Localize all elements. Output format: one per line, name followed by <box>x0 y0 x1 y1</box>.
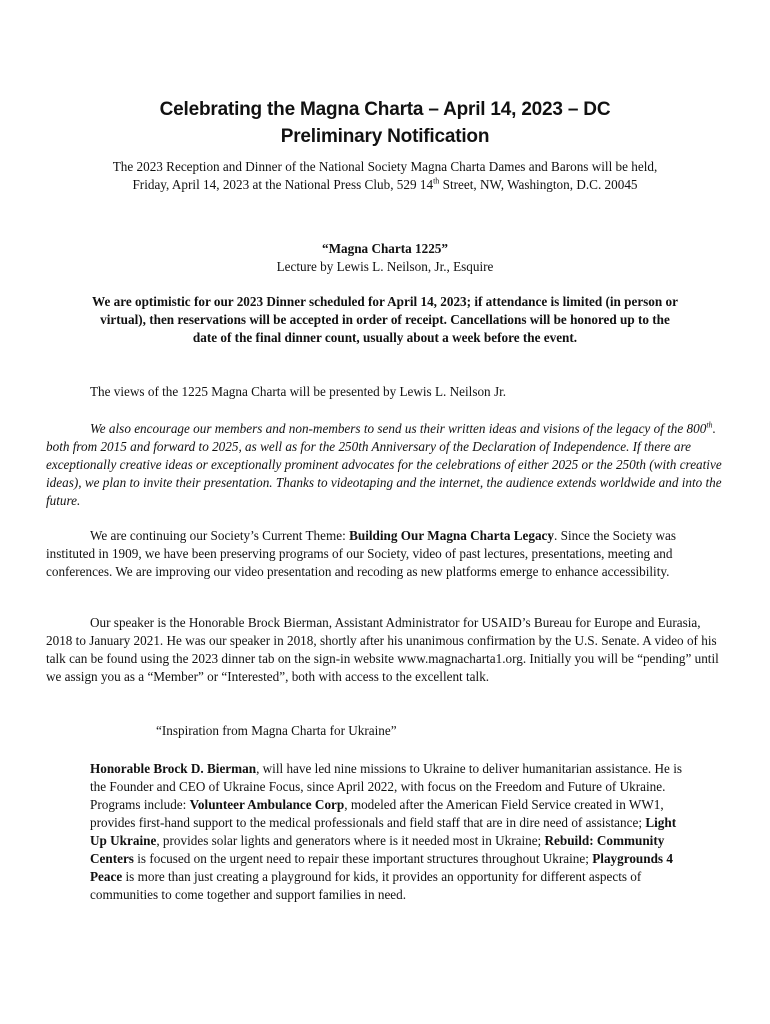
encourage-text-b: . both from 2015 and forward to 2025, as well as for the 250th Anniversary of the Declaration of Independence. If there are exceptionally creative ideas or exceptionally prominent advocates for the celebrations of either 2025 or the 250th (with creative ideas), we plan to invite their presentation. Thanks to videotaping and the internet, the audience extends worldwide and into the future. <box>46 421 722 508</box>
bio-text-1: , will have led nine missions to Ukraine to deliver humanitarian assistance. He is the Founder and CEO of Ukraine Focus, since April 2022, with focus on the Freedom and Future of Ukraine. Programs include: <box>90 761 682 812</box>
intro-text-a: The 2023 Reception and Dinner of the National Society Magna Charta Dames and Barons will be held, Friday, April 14, 2023 at the National Press Club, 529 14 <box>112 159 658 192</box>
bio-text-5: is more than just creating a playground for kids, it provides an opportunity for different aspects of communities to come together and support families in need. <box>90 869 642 902</box>
bio-program-ambulance: Volunteer Ambulance Corp <box>189 797 345 812</box>
lecture-byline: Lecture by Lewis L. Neilson, Jr., Esquire <box>276 259 494 274</box>
attendance-notice: We are optimistic for our 2023 Dinner scheduled for April 14, 2023; if attendance is limited (in person or virtual), then reservations will be accepted in order of receipt. Cancellations will be honored up to the date of the final dinner count, usually about a week before the event. <box>92 294 678 345</box>
title-line-2: Preliminary Notification <box>280 126 490 147</box>
bio-text-4: is focused on the urgent need to repair these important structures throughout Ukraine; <box>133 851 593 866</box>
speaker-paragraph: Our speaker is the Honorable Brock Bierman, Assistant Administrator for USAID’s Bureau for Europe and Eurasia, 2018 to January 2021. He was our speaker in 2018, shortly after his unanimous confirmation by the U.S. Senate. A video of his talk can be found using the 2023 dinner tab on the sign-in website www.magnacharta1.org. Initially you will be “pending” until we assign you as a “Member” or “Interested”, both with access to the excellent talk. <box>46 615 719 684</box>
encourage-paragraph <box>46 420 726 510</box>
intro-text-b: Street, NW, Washington, D.C. 20045 <box>439 177 638 192</box>
bio-program-light: Light Up Ukraine <box>90 815 677 848</box>
talk-title: “Inspiration from Magna Charta for Ukraine” <box>156 723 397 738</box>
intro-superscript: th <box>433 176 440 186</box>
encourage-superscript: th <box>706 420 713 430</box>
theme-bold: Building Our Magna Charta Legacy <box>349 528 555 543</box>
bio-name: Honorable Brock D. Bierman <box>90 761 257 776</box>
bio-paragraph <box>90 760 684 904</box>
bio-program-playgrounds: Playgrounds 4 Peace <box>90 851 673 884</box>
encourage-text-a: We also encourage our members and non-members to send us their written ideas and visions of the legacy of the 800 <box>90 421 707 436</box>
theme-text-a: We are continuing our Society’s Current Theme: <box>90 528 350 543</box>
lecture-title: “Magna Charta 1225” <box>321 241 448 256</box>
lecture-block <box>96 240 674 276</box>
bio-text-2: , modeled after the American Field Service created in WW1, provides first-hand support to the medical professionals and field staff that are in dire need of assistance; <box>90 797 664 830</box>
bio-program-rebuild: Rebuild: Community Centers <box>90 833 665 866</box>
intro-paragraph <box>96 158 674 194</box>
theme-text-b: . Since the Society was instituted in 1909, we have been preserving programs of our Society, video of past lectures, presentations, meeting and conferences. We are improving our video presentation and recoding as new platforms emerge to enhance accessibility. <box>46 528 676 579</box>
theme-paragraph <box>46 527 722 581</box>
page-title <box>60 96 710 150</box>
bio-text-3: , provides solar lights and generators where is it needed most in Ukraine; <box>156 833 545 848</box>
views-paragraph: The views of the 1225 Magna Charta will be presented by Lewis L. Neilson Jr. <box>90 384 507 399</box>
title-line-1: Celebrating the Magna Charta – April 14, 2023 – DC <box>159 99 611 120</box>
